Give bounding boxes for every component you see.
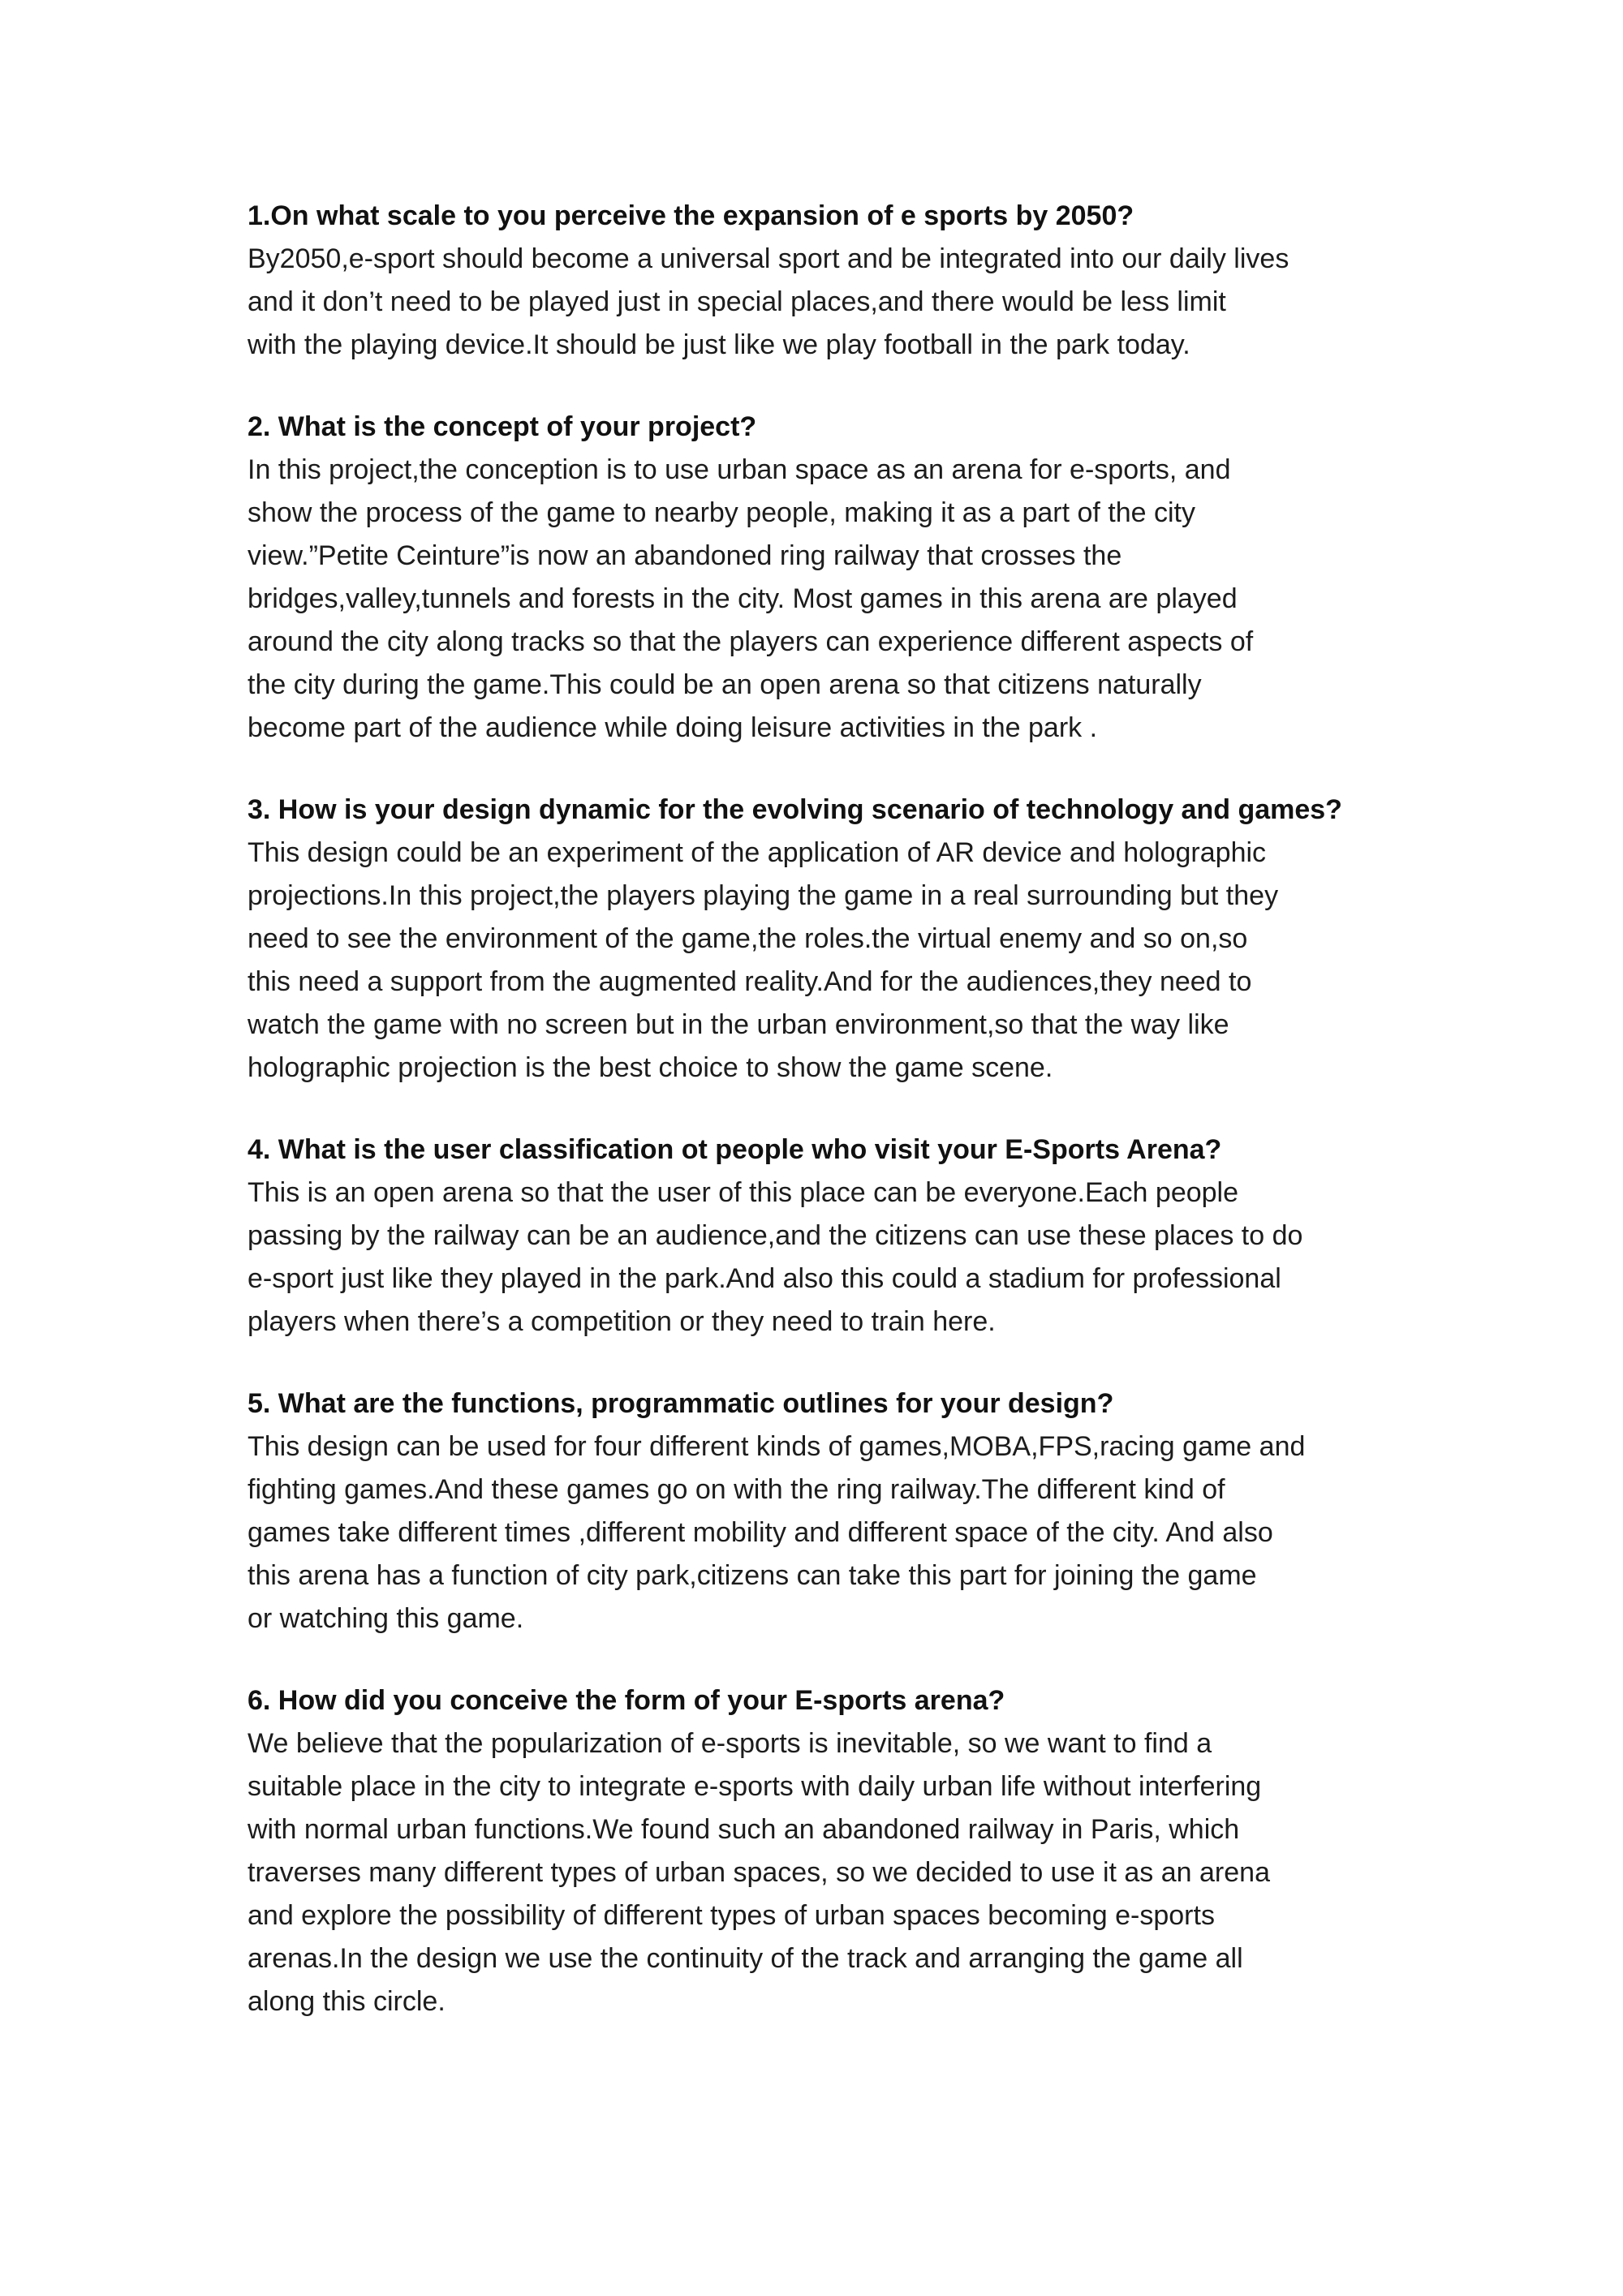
qa-section-5 xyxy=(248,1382,1400,1640)
answer-line: this arena has a function of city park,citizens can take this part for joining the game xyxy=(248,1560,1257,1591)
answer-line: with normal urban functions.We found such an abandoned railway in Paris, which xyxy=(248,1814,1240,1845)
answer-line: and explore the possibility of different types of urban spaces becoming e-sports xyxy=(248,1900,1215,1931)
answer-line: projections.In this project,the players playing the game in a real surrounding but they xyxy=(248,880,1279,911)
answer-line: players when there’s a competition or they need to train here. xyxy=(248,1306,996,1337)
question-heading: 6. How did you conceive the form of your E-sports arena? xyxy=(248,1685,1005,1716)
answer-line: By2050,e-sport should become a universal sport and be integrated into our daily lives xyxy=(248,243,1289,274)
answer-line: holographic projection is the best choice to show the game scene. xyxy=(248,1052,1053,1083)
answer-line: this need a support from the augmented reality.And for the audiences,they need to xyxy=(248,966,1252,997)
question-heading: 2. What is the concept of your project? xyxy=(248,411,757,442)
document-page xyxy=(248,195,1400,2062)
answer-line: and it don’t need to be played just in special places,and there would be less limit xyxy=(248,286,1226,317)
answer-line: around the city along tracks so that the players can experience different aspects of xyxy=(248,626,1254,657)
answer-line: or watching this game. xyxy=(248,1603,524,1634)
answer-line: view.”Petite Ceinture”is now an abandoned ring railway that crosses the xyxy=(248,540,1122,571)
answer-line: traverses many different types of urban spaces, so we decided to use it as an arena xyxy=(248,1857,1270,1888)
answer-line: This is an open arena so that the user of this place can be everyone.Each people xyxy=(248,1177,1239,1208)
answer-line: This design could be an experiment of the application of AR device and holographic xyxy=(248,837,1267,868)
answer-line: bridges,valley,tunnels and forests in the city. Most games in this arena are played xyxy=(248,583,1238,614)
qa-section-2 xyxy=(248,406,1400,750)
qa-section-3 xyxy=(248,789,1400,1090)
answer-line: with the playing device.It should be just like we play football in the park today. xyxy=(248,329,1190,360)
question-heading: 5. What are the functions, programmatic outlines for your design? xyxy=(248,1388,1114,1419)
answer-line: In this project,the conception is to use urban space as an arena for e-sports, and xyxy=(248,454,1231,485)
answer-line: show the process of the game to nearby people, making it as a part of the city xyxy=(248,497,1195,528)
answer-line: games take different times ,different mobility and different space of the city. And also xyxy=(248,1517,1273,1548)
answer-line: suitable place in the city to integrate e-sports with daily urban life without interfering xyxy=(248,1771,1262,1802)
qa-section-4 xyxy=(248,1129,1400,1344)
answer-line: e-sport just like they played in the park.And also this could a stadium for professional xyxy=(248,1263,1281,1294)
answer-line: become part of the audience while doing leisure activities in the park . xyxy=(248,712,1098,743)
answer-line: along this circle. xyxy=(248,1986,446,2017)
question-heading: 4. What is the user classification ot people who visit your E-Sports Arena? xyxy=(248,1134,1222,1165)
question-heading: 3. How is your design dynamic for the evolving scenario of technology and games? xyxy=(248,794,1342,825)
answer-line: the city during the game.This could be an open arena so that citizens naturally xyxy=(248,669,1202,700)
answer-line: This design can be used for four different kinds of games,MOBA,FPS,racing game and xyxy=(248,1431,1306,1462)
answer-line: arenas.In the design we use the continuity of the track and arranging the game all xyxy=(248,1943,1243,1974)
qa-section-6 xyxy=(248,1679,1400,2023)
qa-section-1 xyxy=(248,195,1400,367)
question-heading: 1.On what scale to you perceive the expansion of e sports by 2050? xyxy=(248,200,1134,231)
answer-line: passing by the railway can be an audience,and the citizens can use these places to do xyxy=(248,1220,1303,1251)
answer-line: fighting games.And these games go on with the ring railway.The different kind of xyxy=(248,1474,1225,1505)
answer-line: need to see the environment of the game,the roles.the virtual enemy and so on,so xyxy=(248,923,1248,954)
answer-line: watch the game with no screen but in the urban environment,so that the way like xyxy=(248,1009,1229,1040)
answer-line: We believe that the popularization of e-sports is inevitable, so we want to find a xyxy=(248,1728,1212,1759)
